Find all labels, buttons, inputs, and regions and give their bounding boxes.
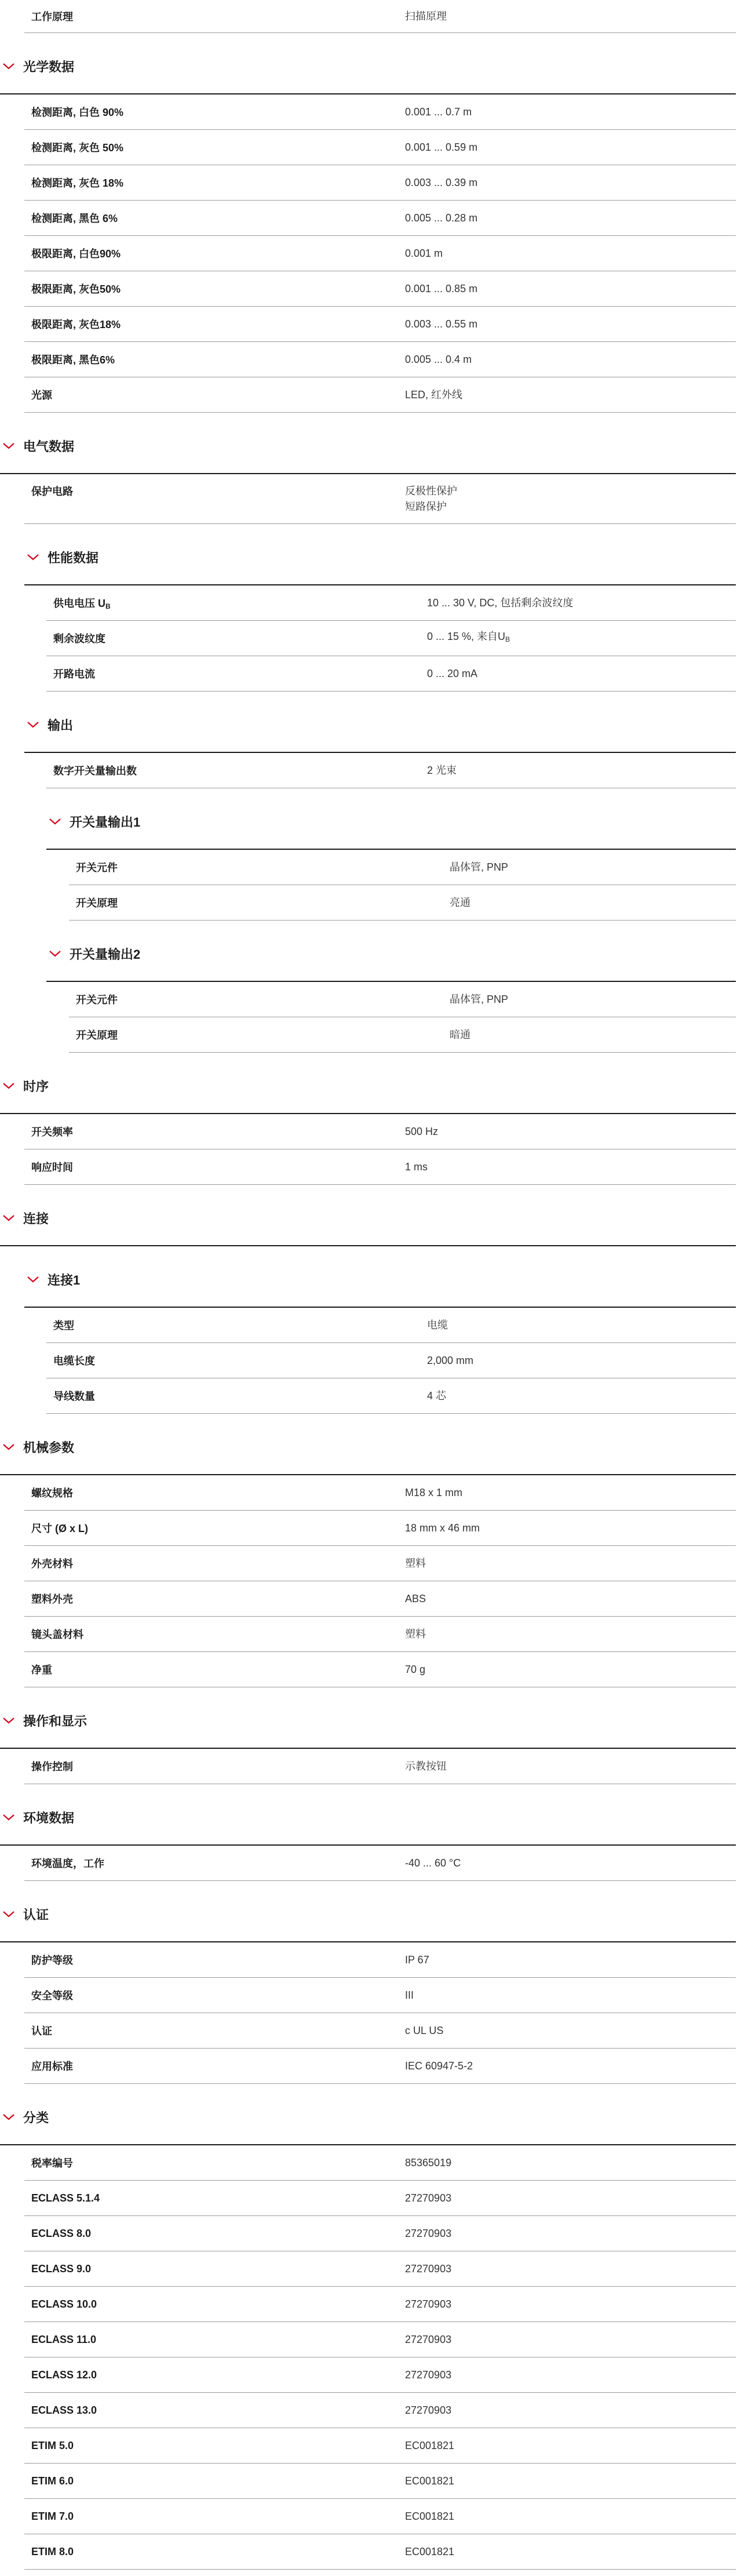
chevron-down-icon xyxy=(1,2112,16,2122)
spec-value: 0.001 ... 0.85 m xyxy=(405,282,478,294)
spec-value: 0.001 m xyxy=(405,247,443,259)
chevron-down-icon xyxy=(1,1442,16,1452)
section-title: 输出 xyxy=(48,718,74,733)
spec-row xyxy=(69,885,736,920)
section-output2-header[interactable] xyxy=(46,920,736,982)
chevron-down-icon xyxy=(48,948,63,959)
section-classification-body xyxy=(0,2145,737,2570)
section-optical-header[interactable] xyxy=(0,33,736,94)
spec-value: -40 ... 60 °C xyxy=(405,1857,461,1869)
section-title: 认证 xyxy=(23,1907,49,1922)
spec-row xyxy=(24,307,736,342)
spec-value: 0.005 ... 0.4 m xyxy=(405,353,472,365)
chevron-down-icon xyxy=(1,1909,16,1919)
spec-label: 电缆长度 xyxy=(53,1355,95,1367)
spec-value: 0.001 ... 0.59 m xyxy=(405,141,478,153)
spec-label: 操作控制 xyxy=(31,1761,73,1773)
spec-value: 0 ... 20 mA xyxy=(427,667,478,679)
spec-label: 开路电流 xyxy=(53,668,95,680)
spec-value: EC001821 xyxy=(405,2510,455,2522)
spec-row xyxy=(69,850,736,885)
spec-value: 亮通 xyxy=(450,896,470,908)
spec-value: III xyxy=(405,1989,414,2001)
spec-label: 保护电路 xyxy=(31,486,73,497)
spec-row xyxy=(46,1378,736,1414)
section-electrical-header[interactable] xyxy=(0,413,736,474)
spec-value: M18 x 1 mm xyxy=(405,1486,463,1498)
spec-value: 扫描原理 xyxy=(405,10,447,22)
spec-row xyxy=(24,2145,736,2181)
spec-value: c UL US xyxy=(405,2024,444,2036)
section-performance-header[interactable] xyxy=(24,524,736,585)
spec-value: 18 mm x 46 mm xyxy=(405,1522,480,1534)
section-certification-header[interactable] xyxy=(0,1881,736,1942)
spec-row xyxy=(24,165,736,201)
spec-row xyxy=(24,1942,736,1978)
chevron-down-icon xyxy=(1,1812,16,1822)
chevron-down-icon xyxy=(1,1080,16,1091)
section-environment-header[interactable] xyxy=(0,1784,736,1846)
spec-label: ETIM 5.0 xyxy=(31,2439,74,2451)
section-title: 光学数据 xyxy=(23,59,75,74)
spec-label: 开关原理 xyxy=(76,1029,118,1041)
spec-label: ECLASS 5.1.4 xyxy=(31,2192,100,2204)
spec-label: 开关元件 xyxy=(76,862,118,874)
spec-row xyxy=(24,2428,736,2464)
section-output-header[interactable] xyxy=(24,692,736,753)
value-line: 反极性保护 xyxy=(405,485,457,497)
section-certification-body xyxy=(0,1942,737,2084)
spec-row xyxy=(24,2357,736,2393)
chevron-down-icon xyxy=(1,441,16,451)
value-subscript: B xyxy=(505,635,510,643)
spec-label: 极限距离, 黑色6% xyxy=(31,354,115,366)
section-title: 时序 xyxy=(23,1079,49,1094)
spec-label: 尺寸 (Ø x L) xyxy=(31,1523,88,1534)
spec-value: 27270903 xyxy=(405,2333,452,2345)
spec-value: 晶体管, PNP xyxy=(450,993,509,1005)
spec-label: 剩余波纹度 xyxy=(53,633,105,645)
spec-value: 暗通 xyxy=(450,1028,470,1040)
spec-value: EC001821 xyxy=(405,2545,455,2557)
spec-value: EC001821 xyxy=(405,2475,455,2487)
spec-label: ECLASS 12.0 xyxy=(31,2368,97,2381)
spec-row xyxy=(46,1343,736,1378)
spec-label: 工作原理 xyxy=(31,11,73,23)
spec-label: 塑料外壳 xyxy=(31,1593,73,1605)
section-title: 连接 xyxy=(23,1211,49,1226)
section-classification-header[interactable] xyxy=(0,2084,736,2145)
spec-label: 防护等级 xyxy=(31,1955,73,1966)
spec-value: 70 g xyxy=(405,1663,426,1675)
spec-value: 塑料 xyxy=(405,1628,426,1640)
spec-row xyxy=(24,2322,736,2357)
spec-row xyxy=(24,377,736,413)
section-connection1-header[interactable] xyxy=(24,1246,736,1308)
spec-value: 27270903 xyxy=(405,2404,452,2416)
spec-row xyxy=(24,201,736,236)
spec-row xyxy=(24,236,736,271)
spec-label: 响应时间 xyxy=(31,1162,73,1173)
spec-value xyxy=(427,629,510,647)
section-title: 机械参数 xyxy=(23,1440,75,1455)
spec-label: 检测距离, 黑色 6% xyxy=(31,213,118,224)
spec-value: 0.001 ... 0.7 m xyxy=(405,105,472,118)
spec-row-operating-principle xyxy=(24,0,736,33)
spec-label: 检测距离, 灰色 18% xyxy=(31,177,124,189)
spec-label: 类型 xyxy=(53,1320,74,1331)
spec-row xyxy=(24,2287,736,2322)
section-title: 操作和显示 xyxy=(23,1713,87,1729)
spec-row xyxy=(24,2534,736,2570)
section-title: 开关量输出2 xyxy=(70,947,141,962)
spec-row xyxy=(24,1846,736,1881)
chevron-down-icon xyxy=(25,552,41,562)
section-connection-header[interactable] xyxy=(0,1185,736,1246)
spec-value: LED, 红外线 xyxy=(405,388,463,401)
spec-value: 85365019 xyxy=(405,2156,452,2169)
spec-value: EC001821 xyxy=(405,2439,455,2451)
value-line: 短路保护 xyxy=(405,501,447,512)
spec-row xyxy=(24,1581,736,1617)
section-timing-header[interactable] xyxy=(0,1053,736,1114)
spec-row xyxy=(24,2251,736,2287)
chevron-down-icon xyxy=(1,1715,16,1726)
spec-label: 净重 xyxy=(31,1664,52,1676)
spec-label: 检测距离, 白色 90% xyxy=(31,107,124,118)
spec-row xyxy=(24,1617,736,1652)
spec-value: IP 67 xyxy=(405,1953,429,1966)
spec-label: ETIM 7.0 xyxy=(31,2510,74,2522)
spec-label: 导线数量 xyxy=(53,1391,95,1402)
spec-row xyxy=(24,1114,736,1149)
spec-row xyxy=(24,271,736,307)
spec-label: 极限距离, 灰色18% xyxy=(31,319,121,330)
spec-label: 检测距离, 灰色 50% xyxy=(31,142,124,154)
spec-row xyxy=(24,1978,736,2013)
spec-row xyxy=(24,2393,736,2428)
section-title: 环境数据 xyxy=(23,1810,75,1825)
spec-value: 27270903 xyxy=(405,2262,452,2275)
spec-row xyxy=(24,342,736,377)
spec-label: ECLASS 13.0 xyxy=(31,2404,97,2416)
spec-value: IEC 60947-5-2 xyxy=(405,2060,473,2072)
spec-row xyxy=(24,2216,736,2251)
spec-row xyxy=(24,94,736,130)
value-text: 0 ... 15 %, 来自U xyxy=(427,631,506,642)
spec-label: 极限距离, 白色90% xyxy=(31,248,121,260)
spec-label xyxy=(53,595,111,610)
spec-value: ABS xyxy=(405,1592,426,1604)
chevron-down-icon xyxy=(25,719,41,730)
spec-label: ETIM 8.0 xyxy=(31,2545,74,2557)
spec-row xyxy=(24,1652,736,1687)
spec-row xyxy=(24,1511,736,1546)
spec-label: 开关元件 xyxy=(76,994,118,1006)
section-connection1-body xyxy=(0,1308,737,1414)
spec-row-supply-voltage xyxy=(46,585,736,621)
spec-label: 开关原理 xyxy=(76,897,118,909)
spec-label: 螺纹规格 xyxy=(31,1487,73,1499)
spec-row xyxy=(24,1546,736,1581)
chevron-down-icon xyxy=(1,1213,16,1223)
spec-label: ECLASS 11.0 xyxy=(31,2333,97,2345)
section-mechanical-header[interactable] xyxy=(0,1414,736,1475)
spec-value: 0.003 ... 0.55 m xyxy=(405,318,478,330)
spec-label: 认证 xyxy=(31,2025,52,2037)
label-text: 供电电压 U xyxy=(53,598,105,609)
spec-row xyxy=(69,982,736,1017)
spec-row xyxy=(24,1149,736,1185)
section-mechanical-body xyxy=(0,1475,737,1687)
spec-label: ECLASS 8.0 xyxy=(31,2227,92,2239)
section-title: 开关量输出1 xyxy=(70,814,141,829)
spec-label: ECLASS 10.0 xyxy=(31,2298,97,2310)
spec-value: 27270903 xyxy=(405,2227,452,2239)
spec-label: 安全等级 xyxy=(31,1990,73,2002)
spec-label: 极限距离, 灰色50% xyxy=(31,283,121,295)
spec-row xyxy=(24,1475,736,1511)
spec-label: 外壳材料 xyxy=(31,1558,73,1570)
spec-row xyxy=(46,1308,736,1343)
spec-value: 示教按钮 xyxy=(405,1760,447,1772)
spec-label: 数字开关量输出数 xyxy=(53,765,137,777)
section-output1-header[interactable] xyxy=(46,788,736,850)
chevron-down-icon xyxy=(1,61,16,71)
section-output2-body xyxy=(0,982,737,1053)
section-title: 连接1 xyxy=(48,1272,81,1287)
spec-value: 2 光束 xyxy=(427,764,457,776)
section-timing-body xyxy=(0,1114,737,1185)
spec-row-residual-ripple xyxy=(46,621,736,656)
spec-row-no-load-current xyxy=(46,656,736,692)
spec-value: 500 Hz xyxy=(405,1125,439,1137)
spec-value: 10 ... 30 V, DC, 包括剩余波纹度 xyxy=(427,596,574,609)
spec-row xyxy=(24,2049,736,2084)
chevron-down-icon xyxy=(25,1274,41,1285)
section-title: 电气数据 xyxy=(23,439,75,454)
spec-value: 0.005 ... 0.28 m xyxy=(405,212,478,224)
spec-label: 光源 xyxy=(31,390,52,401)
spec-label: ETIM 6.0 xyxy=(31,2475,74,2487)
section-title: 分类 xyxy=(23,2110,49,2125)
spec-row xyxy=(24,1749,736,1784)
spec-value xyxy=(405,483,457,515)
spec-row xyxy=(24,2181,736,2216)
spec-value: 塑料 xyxy=(405,1557,426,1569)
spec-row-protection-circuit xyxy=(24,474,736,524)
label-subscript: B xyxy=(105,602,111,610)
chevron-down-icon xyxy=(48,816,63,827)
spec-value: 2,000 mm xyxy=(427,1354,474,1366)
section-operation-header[interactable] xyxy=(0,1687,736,1749)
spec-value: 电缆 xyxy=(427,1319,448,1331)
spec-row xyxy=(24,2464,736,2499)
spec-value: 27270903 xyxy=(405,2368,452,2381)
spec-value: 晶体管, PNP xyxy=(450,861,509,873)
section-optical-body xyxy=(0,94,737,413)
spec-label: 环境温度，工作 xyxy=(31,1858,104,1869)
spec-value: 27270903 xyxy=(405,2298,452,2310)
spec-label: ECLASS 9.0 xyxy=(31,2262,92,2275)
spec-label: 镜头盖材料 xyxy=(31,1629,83,1640)
section-operation-body xyxy=(0,1749,737,1784)
spec-row xyxy=(69,1017,736,1053)
spec-label: 应用标准 xyxy=(31,2061,73,2072)
spec-value: 0.003 ... 0.39 m xyxy=(405,176,478,188)
section-title: 性能数据 xyxy=(48,550,99,565)
spec-row xyxy=(24,130,736,165)
spec-value: 27270903 xyxy=(405,2192,452,2204)
section-output1-body xyxy=(0,850,737,920)
spec-value: 4 芯 xyxy=(427,1389,447,1402)
section-environment-body xyxy=(0,1846,737,1881)
spec-row-output-count xyxy=(46,753,736,788)
spec-label: 开关频率 xyxy=(31,1126,73,1138)
spec-row xyxy=(24,2013,736,2049)
spec-row xyxy=(24,2499,736,2534)
spec-value: 1 ms xyxy=(405,1160,428,1173)
spec-label: 税率编号 xyxy=(31,2157,73,2169)
